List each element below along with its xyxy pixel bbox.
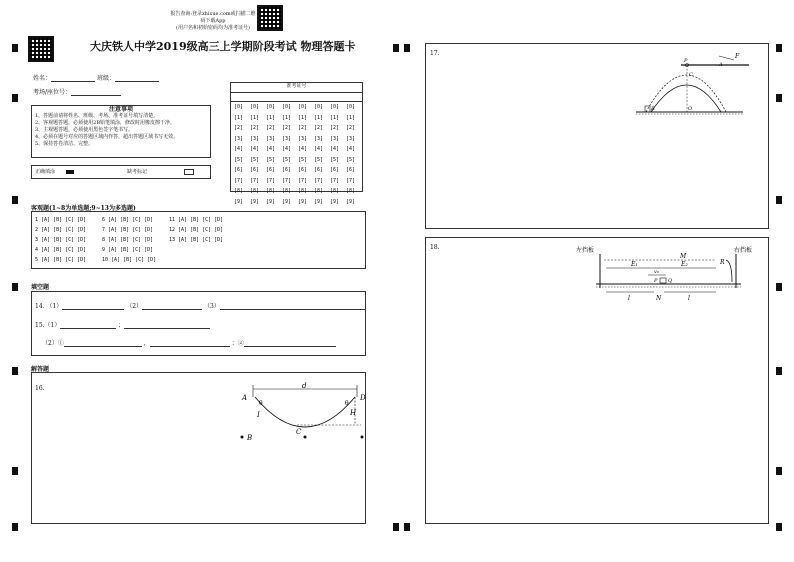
exam-id-bubble[interactable]: [4] bbox=[330, 146, 340, 152]
q18-l-label: l bbox=[628, 295, 630, 302]
alignment-mark bbox=[12, 196, 18, 204]
q16-I-label: I bbox=[257, 411, 260, 419]
exam-id-bubble[interactable]: [9] bbox=[234, 198, 244, 205]
q18-answer-box[interactable] bbox=[425, 237, 769, 524]
alignment-mark bbox=[776, 94, 782, 102]
alignment-mark bbox=[404, 44, 410, 52]
exam-id-grid bbox=[230, 82, 363, 205]
exam-id-bubble[interactable]: [2] bbox=[234, 125, 244, 131]
q17-label: 17. bbox=[430, 50, 440, 57]
q15-blank-1[interactable] bbox=[60, 320, 116, 329]
notice-item: 4、必须在题号对应的答题区域内作答，超出答题区域书写无效。 bbox=[35, 134, 179, 140]
q18-E1-label: E₁ bbox=[631, 261, 638, 268]
exam-id-bubble[interactable]: [4] bbox=[282, 146, 292, 152]
q15-blank-5[interactable] bbox=[244, 338, 336, 347]
q15-blank-2[interactable] bbox=[124, 320, 210, 329]
q17-B-label: B bbox=[651, 106, 655, 112]
exam-id-bubble[interactable]: [9] bbox=[314, 198, 324, 205]
exam-id-column bbox=[330, 102, 339, 207]
exam-id-bubble[interactable]: [5] bbox=[250, 156, 260, 163]
objective-question-row[interactable]: 12 [A] [B] [C] [D] bbox=[169, 227, 224, 233]
exam-id-bubble[interactable]: [5] bbox=[234, 156, 244, 163]
exam-id-bubble[interactable]: [1] bbox=[266, 114, 276, 121]
correct-fill-label: 正确填涂 bbox=[35, 169, 56, 175]
exam-id-bubble[interactable]: [3] bbox=[346, 135, 356, 142]
filled-mark-icon bbox=[66, 170, 74, 174]
alignment-mark bbox=[12, 283, 18, 291]
room-row bbox=[33, 87, 121, 96]
exam-id-bubble[interactable]: [1] bbox=[282, 114, 292, 121]
exam-id-bubble[interactable]: [0] bbox=[314, 104, 324, 110]
alignment-mark bbox=[393, 44, 399, 52]
exam-id-bubble[interactable]: [4] bbox=[234, 146, 244, 152]
exam-id-bubble[interactable]: [5] bbox=[346, 156, 356, 163]
notice-item: 2、客观题答题，必须使用2B铅笔填涂，修改时用橡皮擦干净。 bbox=[35, 120, 176, 126]
q18-diagram bbox=[576, 242, 766, 312]
page-title: 大庆铁人中学2019级高三上学期阶段考试 物理答题卡 bbox=[90, 40, 356, 53]
q18-v0-label: v₀ bbox=[654, 269, 659, 275]
exam-id-bubble[interactable]: [4] bbox=[314, 146, 324, 152]
exam-id-bubble[interactable]: [7] bbox=[314, 177, 324, 184]
q18-P-label: P bbox=[654, 278, 658, 284]
q16-A-label: A bbox=[242, 394, 248, 402]
exam-id-bubble[interactable]: [2] bbox=[314, 125, 324, 131]
exam-id-bubble[interactable]: [0] bbox=[298, 104, 308, 110]
absent-checkbox[interactable] bbox=[184, 169, 194, 175]
exam-id-bubble[interactable]: [3] bbox=[266, 135, 276, 142]
q15-separator: ； bbox=[118, 322, 125, 329]
alignment-mark bbox=[776, 367, 782, 375]
alignment-mark bbox=[12, 467, 18, 475]
room-label: 考场/座位号： bbox=[33, 89, 72, 96]
q16-d-label: d bbox=[302, 382, 307, 390]
exam-id-bubble[interactable]: [0] bbox=[234, 104, 244, 110]
q14-part-label: （1） bbox=[46, 303, 63, 310]
alignment-mark bbox=[12, 44, 18, 52]
exam-id-bubble[interactable]: [0] bbox=[250, 104, 260, 110]
notice-item: 1、答题前请将姓名、班级、考场、准考证号填写清楚。 bbox=[35, 113, 159, 119]
notice-box bbox=[31, 105, 211, 158]
q16-theta-label: θ bbox=[259, 400, 263, 407]
objective-question-row[interactable]: 5 [A] [B] [C] [D] bbox=[35, 257, 87, 263]
q16-theta-label: θ bbox=[345, 400, 349, 407]
fill-example-box bbox=[31, 165, 211, 179]
exam-id-bubble[interactable]: [9] bbox=[298, 198, 308, 205]
q15-2-row bbox=[42, 338, 336, 347]
class-label: 班级： bbox=[96, 75, 115, 82]
objective-question-row[interactable]: 2 [A] [B] [C] [D] bbox=[35, 227, 87, 233]
q16-H-label: H bbox=[350, 409, 357, 417]
exam-id-bubble[interactable]: [6] bbox=[266, 167, 276, 173]
objective-question-row[interactable]: 9 [A] [B] [C] [D] bbox=[102, 247, 154, 253]
q14-part-label: （3） bbox=[203, 303, 220, 310]
exam-id-bubble[interactable]: [1] bbox=[314, 114, 324, 121]
alignment-mark bbox=[404, 523, 410, 531]
fill-in-section-title: 填空题 bbox=[31, 284, 50, 291]
exam-id-bubble[interactable]: [1] bbox=[250, 114, 260, 121]
exam-id-bubble[interactable]: [0] bbox=[330, 104, 340, 110]
fill-in-box bbox=[31, 291, 366, 356]
q18-E2-label: E₂ bbox=[681, 261, 688, 268]
answer-section-title: 解答题 bbox=[31, 366, 50, 373]
exam-id-bubble[interactable]: [7] bbox=[330, 177, 340, 184]
exam-id-bubble[interactable]: [6] bbox=[346, 167, 356, 173]
exam-id-bubble[interactable]: [8] bbox=[234, 188, 244, 194]
exam-id-column bbox=[346, 102, 355, 207]
alignment-mark bbox=[776, 523, 782, 531]
exam-id-bubble[interactable]: [1] bbox=[330, 114, 340, 121]
objective-question-row[interactable]: 13 [A] [B] [C] [D] bbox=[169, 237, 224, 243]
report-query-note: 报告查询:登录zhixue.com或扫描二维码下载App (用户名和初始密码均为准考证号) bbox=[170, 11, 256, 31]
name-class-row bbox=[33, 73, 159, 82]
q18-label: 18. bbox=[430, 244, 440, 251]
exam-id-bubble[interactable]: [8] bbox=[282, 188, 292, 194]
q17-answer-box[interactable] bbox=[425, 43, 769, 229]
exam-id-bubble[interactable]: [8] bbox=[314, 188, 324, 194]
q17-A-label: A bbox=[719, 62, 723, 68]
q15-label: 15.（1） bbox=[35, 322, 61, 329]
exam-id-bubble[interactable]: [3] bbox=[250, 135, 260, 142]
q15-separator: ， bbox=[143, 340, 150, 347]
q16-B-label: B bbox=[247, 434, 253, 442]
exam-id-bubble[interactable]: [6] bbox=[282, 167, 292, 173]
notice-item: 5、保持答卷清洁、完整。 bbox=[35, 141, 94, 147]
alignment-mark bbox=[393, 523, 399, 531]
exam-id-bubble[interactable]: [1] bbox=[298, 114, 308, 121]
objective-question-row[interactable]: 6 [A] [B] [C] [D] bbox=[102, 217, 154, 223]
absent-mark-label: 缺考标记 bbox=[127, 169, 148, 175]
q18-left-board-label: 左挡板 bbox=[576, 247, 595, 254]
exam-id-bubble[interactable]: [7] bbox=[298, 177, 308, 184]
exam-id-bubble[interactable]: [7] bbox=[346, 177, 356, 184]
q17-C-label: C bbox=[689, 72, 693, 78]
exam-id-bubble[interactable]: [3] bbox=[330, 135, 340, 142]
exam-id-bubble[interactable]: [7] bbox=[234, 177, 244, 184]
exam-id-header: 准考证号 bbox=[231, 83, 362, 93]
exam-id-bubble[interactable]: [5] bbox=[298, 156, 308, 163]
q16-label: 16. bbox=[35, 385, 45, 392]
q17-diagram bbox=[631, 48, 756, 123]
exam-id-bubble[interactable]: [5] bbox=[330, 156, 340, 163]
notice-list bbox=[32, 113, 210, 148]
exam-id-bubble[interactable]: [4] bbox=[346, 146, 356, 152]
exam-id-bubble[interactable]: [9] bbox=[250, 198, 260, 205]
q18-Q-label: Q bbox=[668, 278, 673, 284]
exam-id-bubble[interactable]: [2] bbox=[266, 125, 276, 131]
exam-id-bubble[interactable]: [8] bbox=[346, 188, 356, 194]
q15-row bbox=[35, 320, 210, 329]
q18-right-board-label: 右挡板 bbox=[734, 247, 753, 254]
objective-question-row[interactable]: 8 [A] [B] [C] [D] bbox=[102, 237, 154, 243]
notice-item: 3、主观题答题，必须使用黑色签字笔书写。 bbox=[35, 127, 134, 133]
objective-question-row[interactable]: 11 [A] [B] [C] [D] bbox=[169, 217, 224, 223]
alignment-mark bbox=[776, 467, 782, 475]
name-label: 姓名： bbox=[33, 75, 52, 82]
exam-id-bubble[interactable]: [0] bbox=[282, 104, 292, 110]
exam-id-bubble[interactable]: [2] bbox=[346, 125, 356, 131]
objective-box bbox=[31, 211, 366, 269]
exam-id-bubble[interactable]: [9] bbox=[282, 198, 292, 205]
alignment-mark bbox=[12, 94, 18, 102]
exam-id-column bbox=[250, 102, 259, 207]
alignment-mark bbox=[12, 523, 18, 531]
exam-id-bubble[interactable]: [9] bbox=[346, 198, 356, 205]
exam-id-bubble[interactable]: [4] bbox=[250, 146, 260, 152]
exam-id-bubble[interactable]: [8] bbox=[266, 188, 276, 194]
objective-section-title: 客观题(1~8为单选题;9~13为多选题) bbox=[31, 205, 136, 212]
q16-D-label: D bbox=[360, 394, 366, 402]
name-field[interactable] bbox=[51, 73, 95, 82]
objective-question-row[interactable]: 10 [A] [B] [C] [D] bbox=[102, 257, 157, 263]
q17-F-label: F bbox=[735, 53, 740, 60]
q17-P-label: P bbox=[684, 58, 688, 64]
exam-id-column bbox=[298, 102, 307, 207]
alignment-mark bbox=[776, 283, 782, 291]
q15-2-label: （2）① bbox=[42, 340, 64, 347]
exam-id-column bbox=[266, 102, 275, 207]
exam-id-bubble[interactable]: [2] bbox=[330, 125, 340, 131]
exam-id-bubble[interactable]: [3] bbox=[298, 135, 308, 142]
exam-id-column bbox=[282, 102, 291, 207]
objective-question-row[interactable]: 4 [A] [B] [C] [D] bbox=[35, 247, 87, 253]
exam-id-bubble[interactable]: [2] bbox=[250, 125, 260, 131]
exam-id-bubble[interactable]: [0] bbox=[266, 104, 276, 110]
exam-id-bubble[interactable]: [5] bbox=[266, 156, 276, 163]
exam-id-bubble[interactable]: [5] bbox=[314, 156, 324, 163]
exam-id-bubble[interactable]: [6] bbox=[330, 167, 340, 173]
q15-blank-4[interactable] bbox=[150, 338, 230, 347]
qr-code-icon bbox=[257, 5, 283, 31]
exam-id-bubble[interactable]: [2] bbox=[298, 125, 308, 131]
alignment-mark bbox=[776, 196, 782, 204]
q18-M-label: M bbox=[680, 253, 687, 260]
q18-R-label: R bbox=[720, 259, 725, 266]
alignment-mark bbox=[776, 44, 782, 52]
q14-row bbox=[35, 301, 365, 310]
q18-N-label: N bbox=[656, 295, 662, 302]
objective-question-row[interactable]: 1 [A] [B] [C] [D] bbox=[35, 217, 87, 223]
objective-question-row[interactable]: 3 [A] [B] [C] [D] bbox=[35, 237, 87, 243]
q14-blank-1[interactable] bbox=[62, 301, 124, 310]
class-field[interactable] bbox=[115, 73, 159, 82]
q16-diagram bbox=[237, 379, 372, 449]
exam-id-bubble[interactable]: [5] bbox=[282, 156, 292, 163]
q14-label: 14. bbox=[35, 303, 45, 310]
qr-code-icon bbox=[28, 36, 54, 62]
exam-id-bubble[interactable]: [6] bbox=[234, 167, 244, 173]
q15-separator: ；② bbox=[231, 340, 244, 347]
q14-part-label: （2） bbox=[126, 303, 143, 310]
alignment-mark bbox=[12, 367, 18, 375]
exam-id-bubble[interactable]: [3] bbox=[282, 135, 292, 142]
exam-id-bubble[interactable]: [6] bbox=[314, 167, 324, 173]
exam-id-bubble[interactable]: [9] bbox=[330, 198, 340, 205]
exam-id-bubble[interactable]: [7] bbox=[266, 177, 276, 184]
exam-id-bubble[interactable]: [1] bbox=[234, 114, 244, 121]
q15-blank-3[interactable] bbox=[64, 338, 142, 347]
exam-id-bubble[interactable]: [1] bbox=[346, 114, 356, 121]
exam-id-bubble[interactable]: [2] bbox=[282, 125, 292, 131]
exam-id-bubble[interactable]: [8] bbox=[330, 188, 340, 194]
objective-question-row[interactable]: 7 [A] [B] [C] [D] bbox=[102, 227, 154, 233]
exam-id-bubble[interactable]: [6] bbox=[298, 167, 308, 173]
exam-id-bubble[interactable]: [8] bbox=[250, 188, 260, 194]
exam-id-bubble[interactable]: [9] bbox=[266, 198, 276, 205]
exam-id-bubble[interactable]: [8] bbox=[298, 188, 308, 194]
exam-id-bubble[interactable]: [7] bbox=[250, 177, 260, 184]
exam-id-column bbox=[314, 102, 323, 207]
exam-id-bubble[interactable]: [4] bbox=[298, 146, 308, 152]
q16-answer-box[interactable] bbox=[31, 372, 366, 524]
notice-title: 注意事项 bbox=[108, 106, 133, 113]
q18-l-label: l bbox=[688, 295, 690, 302]
q16-C-label: C bbox=[296, 428, 302, 436]
exam-id-column bbox=[234, 102, 243, 207]
exam-id-bubble[interactable]: [4] bbox=[266, 146, 276, 152]
room-field[interactable] bbox=[71, 87, 121, 96]
exam-id-bubble[interactable]: [3] bbox=[314, 135, 324, 142]
exam-id-bubble[interactable]: [7] bbox=[282, 177, 292, 184]
q14-blank-3[interactable] bbox=[220, 301, 365, 310]
exam-id-bubble[interactable]: [6] bbox=[250, 167, 260, 173]
q17-O-label: O bbox=[688, 106, 693, 112]
exam-id-bubble[interactable]: [0] bbox=[346, 104, 356, 110]
exam-id-bubble[interactable]: [3] bbox=[234, 135, 244, 142]
q14-blank-2[interactable] bbox=[142, 301, 202, 310]
